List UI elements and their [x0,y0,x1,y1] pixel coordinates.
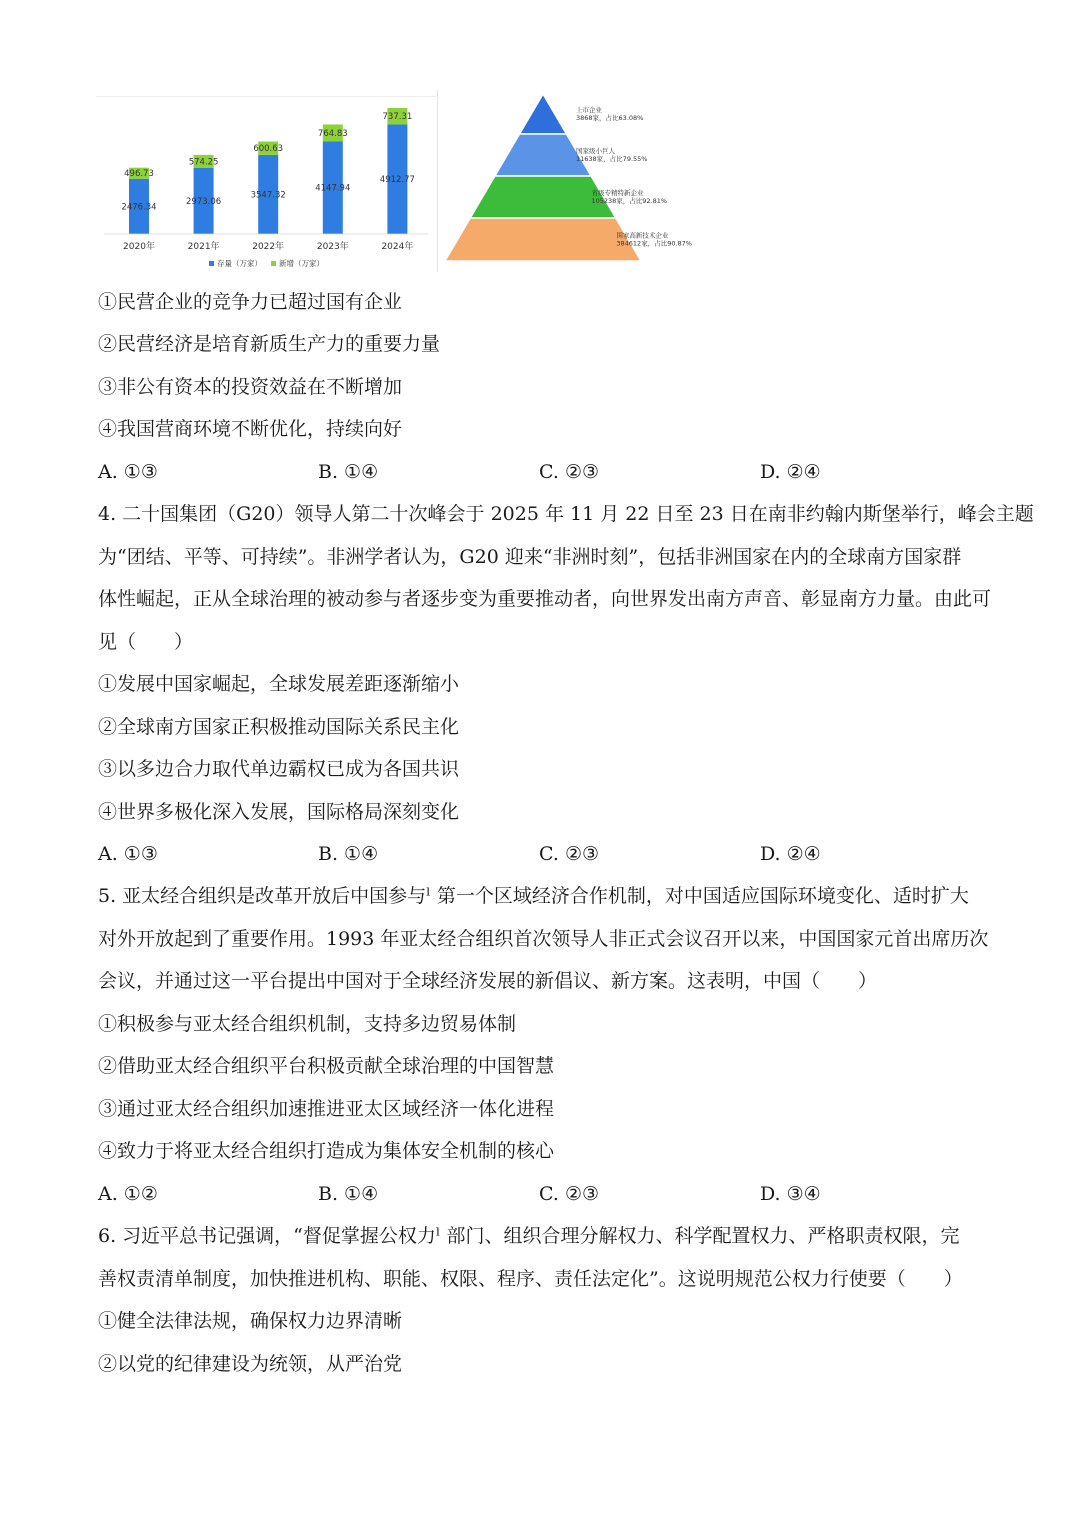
q5-stem-line-3: 会议，并通过这一平台提出中国对于全球经济发展的新倡议、新方案。这表明，中国（ ） [98,970,878,992]
q3-item-4: ④我国营商环境不断优化，持续向好 [98,418,403,440]
q5-option-b: B. ①④ [318,1183,379,1205]
q5-option-d: D. ③④ [760,1183,821,1205]
pyramid-level-4 [445,218,641,261]
q6-item-1: ①健全法律法规，确保权力边界清晰 [98,1310,403,1332]
pyramid-name-4: 国家高新技术企业 [616,231,669,240]
q3-option-c: C. ②③ [539,461,600,483]
q3-item-1: ①民营企业的竞争力已超过国有企业 [98,291,403,313]
q5-stem-line-2: 对外开放起到了重要作用。1993 年亚太经合组织首次领导人非正式会议召开以来，中国国家元首出席历次 [98,928,989,950]
q4-stem-line-4: 见（ ） [98,631,194,653]
q6-stem-line-2: 善权责清单制度，加快推进机构、职能、权限、程序、责任法定化”。这说明规范公权力行使要（ ） [98,1268,963,1290]
q4-stem-line-2: 为“团结、平等、可持续”。非洲学者认为，G20 迎来“非洲时刻”，包括非洲国家在内的全球南方国家群 [98,546,962,568]
q4-item-4: ④世界多极化深入发展，国际格局深刻变化 [98,801,460,823]
label-new-2021年: 574.25 [188,157,219,168]
pyramid-detail-3: 105238家，占比92.81% [591,197,668,205]
label-stock-2021年: 2973.06 [186,196,222,207]
q5-item-1: ①积极参与亚太经合组织机制，支持多边贸易体制 [98,1013,517,1035]
label-stock-2023年: 4147.94 [315,183,351,194]
q4-option-d: D. ②④ [760,843,821,865]
pyramid-level-1 [520,94,567,134]
legend-label-stock: 存量（万家） [217,259,262,268]
q3-item-3: ③非公有资本的投资效益在不断增加 [98,376,403,398]
q5-option-a: A. ①② [98,1183,158,1205]
q4-item-1: ①发展中国家崛起，全球发展差距逐渐缩小 [98,673,460,695]
q3-option-d: D. ②④ [760,461,821,483]
q4-option-a: A. ①③ [98,843,158,865]
label-stock-2022年: 3547.32 [250,190,286,201]
x-tick-2023年: 2023年 [316,242,349,252]
pyramid-detail-2: 11638家，占比79.55% [576,155,648,163]
x-tick-2021年: 2021年 [187,242,220,252]
q3-option-a: A. ①③ [98,461,158,483]
q6-item-2: ②以党的纪律建设为统领，从严治党 [98,1353,403,1375]
q5-item-3: ③通过亚太经合组织加速推进亚太区域经济一体化进程 [98,1098,555,1120]
enterprise-pyramid-chart [440,88,732,268]
q3-option-b: B. ①④ [318,461,379,483]
label-new-2024年: 737.31 [382,112,413,123]
pyramid-detail-1: 3868家，占比63.08% [576,114,644,122]
q4-option-b: B. ①④ [318,843,379,865]
legend-swatch-new [271,261,276,266]
q5-option-c: C. ②③ [539,1183,600,1205]
legend-label-new: 新增（万家） [279,259,324,268]
q4-stem-line-3: 体性崛起，正从全球治理的被动参与者逐步变为重要推动者，向世界发出南方声音、彰显南方力量。由此可 [98,588,992,610]
q4-item-2: ②全球南方国家正积极推动国际关系民主化 [98,716,460,738]
enterprise-count-bar-chart [96,94,436,276]
chart-divider [437,90,438,272]
q4-option-c: C. ②③ [539,843,600,865]
label-new-2020年: 496.73 [124,169,154,180]
q5-item-4: ④致力于将亚太经合组织打造成为集体安全机制的核心 [98,1140,555,1162]
x-tick-2022年: 2022年 [252,242,285,252]
q6-stem-line-1: 6. 习近平总书记强调，“督促掌握公权力ˡ 部门、组织合理分解权力、科学配置权力、严格职责权限，完 [98,1225,960,1247]
pyramid-detail-4: 384612家，占比90.87% [616,239,692,248]
pyramid-name-1: 上市企业 [576,106,602,114]
label-stock-2024年: 4912.77 [379,175,415,186]
x-tick-2020年: 2020年 [123,242,155,252]
q5-stem-line-1: 5. 亚太经合组织是改革开放后中国参与ˡ 第一个区域经济合作机制，对中国适应国际环境变化、适时扩大 [98,885,969,907]
q4-item-3: ③以多边合力取代单边霸权已成为各国共识 [98,758,460,780]
q4-stem-line-1: 4. 二十国集团（G20）领导人第二十次峰会于 2025 年 11 月 22 日至 23 日在南非约翰内斯堡举行，峰会主题 [98,503,1034,525]
label-new-2023年: 764.83 [317,128,348,139]
x-tick-2024年: 2024年 [381,242,414,252]
label-new-2022年: 600.63 [253,144,284,155]
q3-item-2: ②民营经济是培育新质生产力的重要力量 [98,333,441,355]
pyramid-name-3: 省级专精特新企业 [591,189,644,197]
label-stock-2020年: 2476.34 [121,202,157,213]
pyramid-name-2: 国家级小巨人 [576,147,615,155]
q5-item-2: ②借助亚太经合组织平台积极贡献全球治理的中国智慧 [98,1055,555,1077]
legend-swatch-stock [209,261,214,266]
